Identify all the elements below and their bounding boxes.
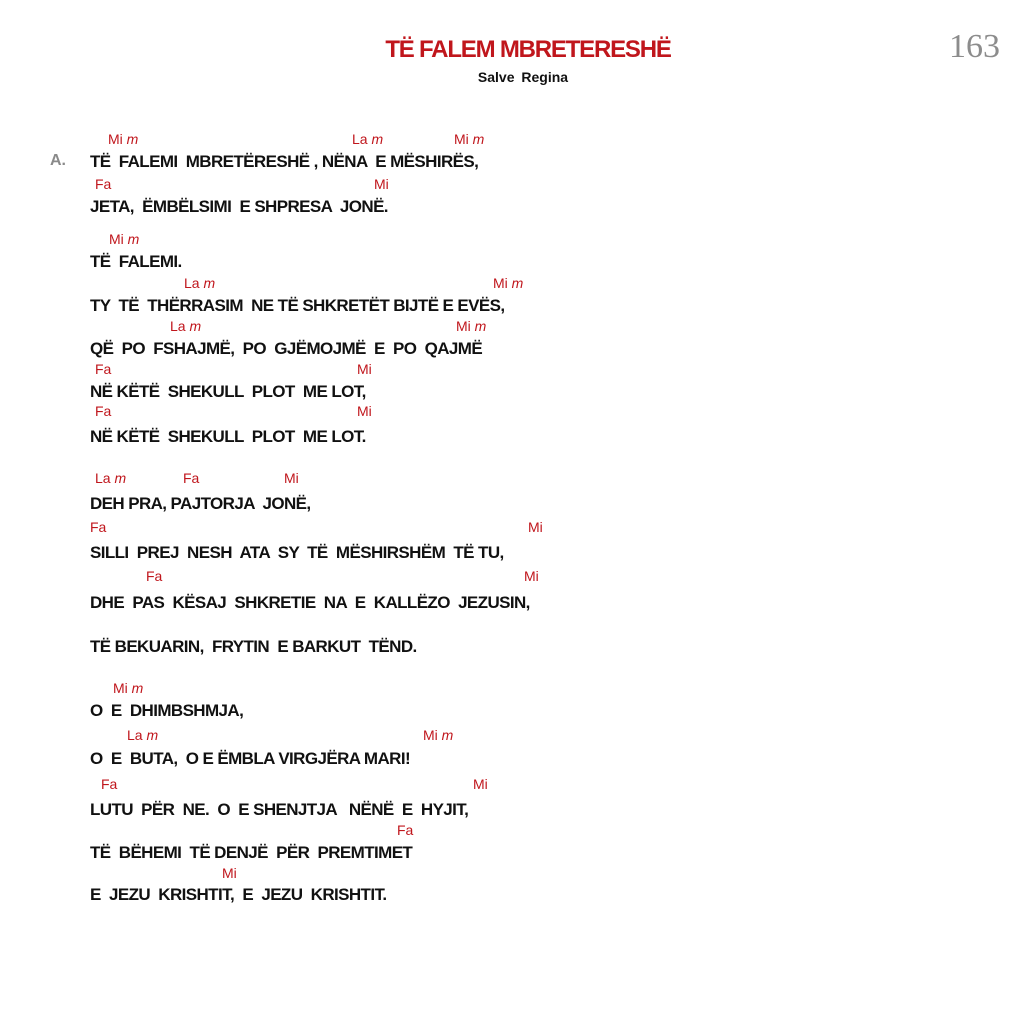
chord: Mi m: [493, 275, 524, 291]
chord: Mi m: [113, 680, 144, 696]
lyric-line: LUTU PËR NE. O E SHENJTJA NËNË E HYJIT,: [90, 800, 469, 819]
chord: Mi m: [456, 318, 487, 334]
chord: Mi m: [109, 231, 140, 247]
lyric-line: JETA, ËMBËLSIMI E SHPRESA JONË.: [90, 197, 388, 216]
chord: Mi: [284, 470, 299, 486]
chord: La m: [95, 470, 127, 486]
chord: Mi: [357, 361, 372, 377]
lyric-line: SILLI PREJ NESH ATA SY TË MËSHIRSHËM TË TU,: [90, 543, 504, 562]
lyric-line: O E BUTA, O E ËMBLA VIRGJËRA MARI!: [90, 749, 411, 768]
chord: Fa: [183, 470, 200, 486]
lyric-line: TY TË THËRRASIM NE TË SHKRETËT BIJTË E EVËS,: [90, 296, 505, 315]
chord: La m: [127, 727, 159, 743]
song-subtitle: Salve Regina: [477, 69, 569, 85]
lyric-line: QË PO FSHAJMË, PO GJËMOJMË E PO QAJMË: [90, 339, 483, 358]
chord: Fa: [95, 176, 112, 192]
chord: Mi: [357, 403, 372, 419]
chord: Mi: [473, 776, 488, 792]
chord: Mi: [374, 176, 389, 192]
chord: Mi m: [454, 131, 485, 147]
lyric-line: TË BEKUARIN, FRYTIN E BARKUT TËND.: [90, 637, 417, 656]
lyric-line: DHE PAS KËSAJ SHKRETIE NA E KALLËZO JEZUSIN,: [90, 593, 530, 612]
lyric-line: TË FALEMI.: [90, 252, 182, 271]
chord: Mi: [524, 568, 539, 584]
chord: Mi: [222, 865, 237, 881]
chord: La m: [170, 318, 202, 334]
lyric-line: NË KËTË SHEKULL PLOT ME LOT.: [90, 427, 366, 446]
lyric-line: TË BËHEMI TË DENJË PËR PREMTIMET: [90, 843, 413, 862]
chord: Fa: [397, 822, 414, 838]
chord: Mi m: [423, 727, 454, 743]
chord: Fa: [95, 403, 112, 419]
chord: Fa: [101, 776, 118, 792]
chord: Mi: [528, 519, 543, 535]
lyric-line: NË KËTË SHEKULL PLOT ME LOT,: [90, 382, 366, 401]
chord: Fa: [95, 361, 112, 377]
chord: Fa: [90, 519, 107, 535]
lyric-line: TË FALEMI MBRETËRESHË , NËNA E MËSHIRËS,: [90, 152, 479, 171]
lyric-line: DEH PRA, PAJTORJA JONË,: [90, 494, 311, 513]
song-title: TË FALEM MBRETERESHË: [385, 36, 671, 63]
chord: La m: [184, 275, 216, 291]
chord: Fa: [146, 568, 163, 584]
chord: Mi m: [108, 131, 139, 147]
lyric-line: O E DHIMBSHMJA,: [90, 701, 244, 720]
chord: La m: [352, 131, 384, 147]
verse-label: A.: [50, 152, 66, 169]
page-number: 163: [949, 28, 1000, 65]
lyric-line: E JEZU KRISHTIT, E JEZU KRISHTIT.: [90, 885, 387, 904]
